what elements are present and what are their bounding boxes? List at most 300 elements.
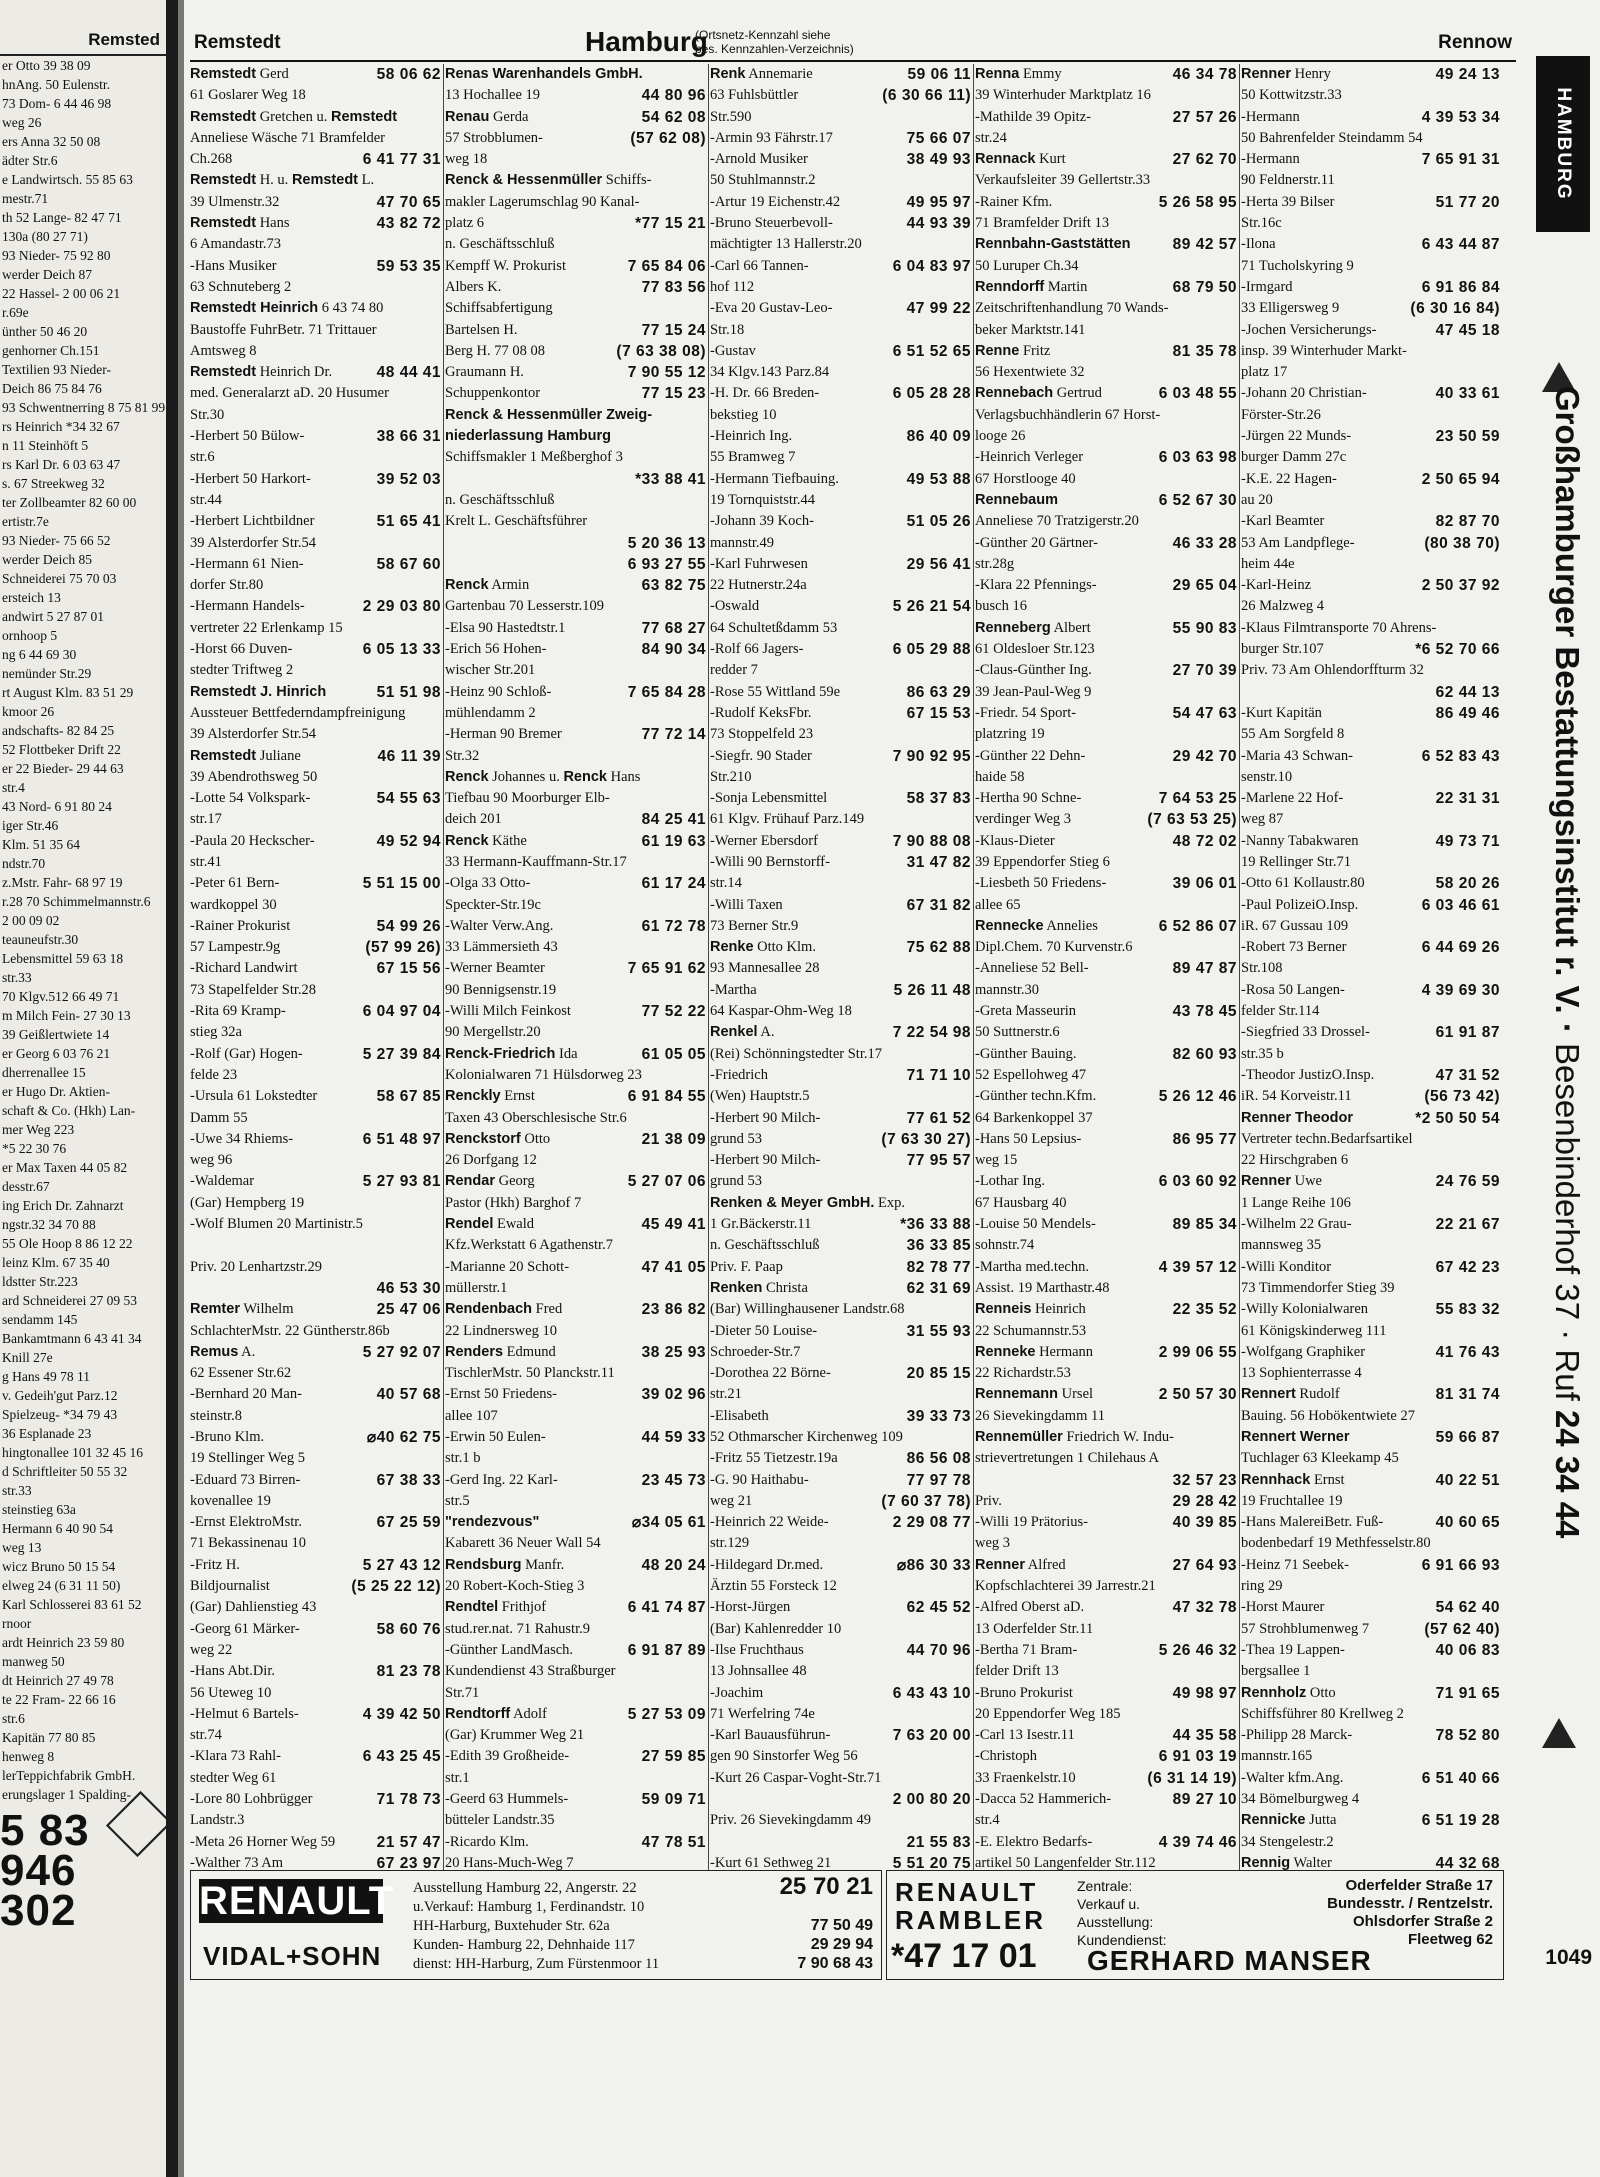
phone-number: 7 65 91 62	[627, 960, 706, 978]
listing-line	[975, 1342, 1239, 1363]
phone-number: 55 83 32	[1435, 1301, 1500, 1319]
listing-line	[1241, 575, 1502, 596]
listing-entry-text: mannstr.49	[710, 534, 775, 551]
listing-entry-text: SchlachterMstr. 22 Güntherstr.86b	[190, 1322, 390, 1339]
phone-number: 67 15 53	[906, 704, 971, 722]
phone-number: 54 99 26	[376, 917, 441, 935]
listing-line	[445, 533, 708, 554]
listing-line	[1241, 1746, 1502, 1767]
listing-line	[445, 1619, 708, 1640]
listing-line	[1241, 341, 1502, 362]
listing-entry-text: -Kurt 26 Caspar-Voght-Str.71	[710, 1769, 882, 1786]
phone-number: 4 39 42 50	[362, 1705, 441, 1723]
listing-line	[445, 277, 708, 298]
listing-entry-text: -Wolf Blumen 20 Martinistr.5	[190, 1216, 363, 1233]
listing-entry-text: -Herbert 90 Milch-	[710, 1152, 821, 1169]
listing-line	[710, 554, 973, 575]
phone-number: 2 50 65 94	[1421, 470, 1500, 488]
dealer-location-value: Bundesstr. / Rentzelstr.	[1327, 1895, 1493, 1912]
facing-page-line: 52 Flottbeker Drift 22	[2, 742, 121, 757]
listing-line	[190, 1086, 443, 1107]
listing-line	[710, 1576, 973, 1597]
listing-line	[710, 1619, 973, 1640]
header-last-entry: Rennow	[1438, 32, 1512, 53]
facing-page-line: werder Deich 85	[2, 552, 92, 567]
listing-entry-text: str.1	[445, 1769, 470, 1786]
listing-entry-text: 34 Stengelestr.2	[1241, 1833, 1334, 1850]
listing-line	[975, 724, 1239, 745]
listing-line	[710, 724, 973, 745]
phone-number: 47 32 78	[1172, 1599, 1237, 1617]
dealer-name: VIDAL+SOHN	[203, 1941, 382, 1971]
phone-number: *36 33 88	[900, 1216, 971, 1234]
listing-entry-text: Taxen 43 Oberschlesische Str.6	[445, 1109, 627, 1126]
dealer-phone: 7 90 68 43	[797, 1955, 873, 1972]
listing-line	[1241, 1299, 1502, 1320]
advert-phone: 24 34 44	[1549, 1409, 1586, 1539]
phone-number: 81 31 74	[1435, 1386, 1500, 1404]
phone-number: 5 26 58 95	[1158, 193, 1237, 211]
listing-line	[445, 1725, 708, 1746]
listing-entry-text: felder Str.114	[1241, 1003, 1320, 1020]
listing-line	[190, 1512, 443, 1533]
phone-number: 46 34 78	[1172, 66, 1237, 83]
listing-line	[710, 362, 973, 383]
listing-entry-text: 20 Hans-Much-Weg 7	[445, 1854, 574, 1870]
listing-line	[190, 234, 443, 255]
listing-line	[445, 383, 708, 404]
listing-entry-text: -Klara 22 Pfennings-	[975, 577, 1097, 594]
listing-line	[445, 1512, 708, 1533]
phone-number: (7 63 30 27)	[881, 1130, 971, 1148]
listing-line	[975, 1171, 1239, 1192]
listing-entry-text: (Bar) Willinghausener Landstr.68	[710, 1301, 905, 1318]
listing-line	[1241, 149, 1502, 170]
listing-line	[190, 1640, 443, 1661]
phone-number: 62 31 69	[906, 1279, 971, 1297]
listing-line	[445, 1321, 708, 1342]
listing-line	[710, 1235, 973, 1256]
listing-line	[975, 1533, 1239, 1554]
listing-entry-text: felder Drift 13	[975, 1663, 1059, 1680]
listing-line	[445, 831, 708, 852]
listing-entry-text: mächtigter 13 Hallerstr.20	[710, 236, 862, 253]
listing-entry-text: -Herbert 50 Harkort-	[190, 470, 311, 487]
phone-number: 49 73 71	[1435, 832, 1500, 850]
listing-entry-text: 26 Dorfgang 12	[445, 1152, 537, 1169]
phone-number: 6 03 48 55	[1158, 385, 1237, 403]
phone-number: 44 59 33	[641, 1429, 706, 1446]
phone-number: 5 27 53 09	[627, 1705, 706, 1723]
listing-line	[710, 256, 973, 277]
listing-entry-text: (Bar) Kahlenredder 10	[710, 1620, 842, 1637]
listing-line	[1241, 1661, 1502, 1682]
listing-entry-text: Rennhack Ernst	[1241, 1471, 1345, 1488]
listing-entry-text: 71 Bekassinenau 10	[190, 1535, 306, 1552]
listing-line	[1241, 746, 1502, 767]
listing-entry-text: -Günther techn.Kfm.	[975, 1088, 1097, 1105]
listing-line	[710, 170, 973, 191]
brand-rambler: RAMBLER	[895, 1905, 1046, 1935]
phone-number: 20 85 15	[906, 1365, 971, 1383]
phone-number: 6 93 27 55	[627, 555, 706, 573]
phone-number: (57 99 26)	[365, 939, 441, 957]
listing-line	[710, 980, 973, 1001]
listing-entry-text: -Jochen Versicherungs-	[1241, 321, 1377, 338]
listing-line	[1241, 1533, 1502, 1554]
listing-line	[975, 1725, 1239, 1746]
listing-line	[445, 1257, 708, 1278]
listing-entry-text: -Günther LandMasch.	[445, 1641, 574, 1658]
phone-number: 36 33 85	[906, 1237, 971, 1255]
listing-line	[975, 1214, 1239, 1235]
listing-line	[710, 149, 973, 170]
phone-number: 43 82 72	[376, 215, 441, 233]
facing-page-line: henweg 8	[2, 1749, 55, 1764]
listing-entry-text: 55 Am Sorgfeld 8	[1241, 726, 1345, 743]
phone-number: 86 95 77	[1172, 1130, 1237, 1148]
listing-entry-text: -Erich 56 Hohen-	[445, 641, 547, 658]
listing-entry-text: Schuppenkontor	[445, 385, 541, 402]
listing-entry-text: vertreter 22 Erlenkamp 15	[190, 619, 343, 636]
listing-entry-text: -Elisabeth	[710, 1407, 769, 1424]
listing-line	[1241, 1384, 1502, 1405]
listing-entry-text: -Günther 20 Gärtner-	[975, 534, 1098, 551]
listing-line	[190, 490, 443, 511]
phone-number: 7 90 55 12	[627, 364, 706, 382]
listing-line	[190, 682, 443, 703]
listing-entry-text: Renders Edmund	[445, 1343, 556, 1360]
listing-line	[975, 554, 1239, 575]
phone-number: 5 26 21 54	[892, 598, 971, 616]
listing-entry-text: Rennert Rudolf	[1241, 1386, 1340, 1403]
listing-entry-text: -Karl-Heinz	[1241, 577, 1312, 594]
phone-number: 47 31 52	[1435, 1066, 1500, 1084]
listing-line	[710, 1214, 973, 1235]
listing-line	[710, 1065, 973, 1086]
listing-entry-text: 13 Sophienterrasse 4	[1241, 1365, 1362, 1382]
listing-entry-text: 61 Klgv. Frühauf Parz.149	[710, 811, 865, 828]
advert-address: Besenbinderhof 37 ·	[1549, 1043, 1586, 1341]
listing-entry-text: Str.18	[710, 321, 745, 338]
listing-entry-text: str.6	[190, 449, 215, 466]
listing-entry-text: -Robert 73 Berner	[1241, 939, 1347, 956]
listing-entry-text: burger Str.107	[1241, 641, 1324, 658]
listing-entry-text: -Mathilde 39 Opitz-	[975, 108, 1091, 125]
facing-page-line: ädter Str.6	[2, 153, 58, 168]
listing-entry-text: Damm 55	[190, 1109, 248, 1126]
phone-number: 40 60 65	[1435, 1514, 1500, 1532]
listing-entry-text: Renck-Friedrich Ida	[445, 1045, 578, 1062]
listing-entry-text: str.41	[190, 853, 222, 870]
listing-entry-text: Renken & Meyer GmbH. Exp.	[710, 1194, 905, 1211]
listing-entry-text: Str.108	[1241, 960, 1283, 977]
listing-line	[445, 1704, 708, 1725]
listing-entry-text: Rennebach Gertrud	[975, 385, 1102, 402]
listing-line	[445, 1427, 708, 1448]
dealer-location-value: Oderfelder Straße 17	[1345, 1877, 1493, 1894]
listing-line	[1241, 85, 1502, 106]
listing-entry-text: Rennemüller Friedrich W. Indu-	[975, 1429, 1174, 1445]
listing-entry-text: gen 90 Sinstorfer Weg 56	[710, 1748, 858, 1765]
listing-entry-text: steinstr.8	[190, 1407, 242, 1424]
listing-entry-text: med. Generalarzt aD. 20 Husumer	[190, 385, 389, 402]
phone-number: 67 38 33	[376, 1471, 441, 1489]
facing-page-line: lerTeppichfabrik GmbH.	[2, 1768, 136, 1783]
listing-line	[710, 1129, 973, 1150]
phone-number: 61 05 05	[641, 1045, 706, 1063]
listing-entry-text: 62 Essener Str.62	[190, 1365, 292, 1382]
listing-entry-text: hof 112	[710, 278, 755, 295]
listing-line	[190, 1022, 443, 1043]
listing-line	[445, 1214, 708, 1235]
dealer-address-row	[413, 1873, 873, 1900]
listing-entry-text: Renneis Heinrich	[975, 1301, 1086, 1318]
phone-number: 51 77 20	[1435, 193, 1500, 211]
listing-line	[445, 1065, 708, 1086]
phone-number: 84 90 34	[641, 641, 706, 659]
listing-line	[190, 1746, 443, 1767]
phone-number: 4 39 57 12	[1158, 1258, 1237, 1276]
listing-line	[445, 1108, 708, 1129]
listing-line	[1241, 1171, 1502, 1192]
phone-number: 21 38 09	[641, 1130, 706, 1148]
listing-entry-text: -Arnold Musiker	[710, 151, 808, 168]
phone-number: 61 19 63	[641, 832, 706, 850]
listing-entry-text: 19 Rellinger Str.71	[1241, 853, 1351, 870]
phone-number: 61 72 78	[641, 917, 706, 935]
phone-number: 6 05 28 28	[892, 385, 971, 403]
listing-entry-text: -Günther Bauing.	[975, 1045, 1077, 1062]
phone-number: 6 91 66 93	[1421, 1556, 1500, 1574]
listing-entry-text: Berg H. 77 08 08	[445, 342, 546, 359]
listing-line	[975, 1108, 1239, 1129]
listing-entry-text: Priv. 73 Am Ohlendorffturm 32	[1241, 662, 1424, 679]
listing-line	[975, 1257, 1239, 1278]
facing-page-line: wicz Bruno 50 15 54	[2, 1559, 116, 1574]
phone-number: 2 99 06 55	[1158, 1343, 1237, 1361]
listing-entry-text: -Theodor JustizO.Insp.	[1241, 1066, 1375, 1083]
listing-line	[190, 1363, 443, 1384]
listing-entry-text: 33 Fraenkelstr.10	[975, 1769, 1076, 1786]
listing-entry-text: 61 Königskinderweg 111	[1241, 1322, 1387, 1339]
listing-entry-text: iR. 54 Korveistr.11	[1241, 1088, 1352, 1105]
listing-entry-text: 90 Feldnerstr.11	[1241, 172, 1335, 189]
phone-number: (7 63 53 25)	[1147, 811, 1237, 829]
listing-line	[1241, 660, 1502, 681]
listing-entry-text: -Bruno Klm.	[190, 1429, 265, 1445]
listing-entry-text: -Dacca 52 Hammerich-	[975, 1791, 1112, 1808]
listing-entry-text: -Nanny Tabakwaren	[1241, 832, 1359, 849]
listing-line	[190, 831, 443, 852]
listing-entry-text: Remstedt Gretchen u. Remstedt	[190, 108, 398, 125]
listing-line	[710, 1278, 973, 1299]
listing-line	[190, 575, 443, 596]
listing-entry-text: 90 Bennigsenstr.19	[445, 981, 557, 998]
city-tab	[1536, 56, 1590, 232]
phone-number: 77 52 22	[641, 1003, 706, 1021]
facing-page-line: Schneiderei 75 70 03	[2, 571, 117, 586]
phone-number: 54 55 63	[376, 790, 441, 808]
listing-line	[710, 1108, 973, 1129]
listing-entry-text: -Ernst 50 Friedens-	[445, 1386, 557, 1403]
listing-entry-text: Bauing. 56 Hobökentwiete 27	[1241, 1407, 1415, 1424]
facing-page-line: Hermann 6 40 90 54	[2, 1521, 113, 1536]
listing-entry-text: Renkel A.	[710, 1024, 775, 1041]
listing-line	[190, 341, 443, 362]
phone-number: 67 25 59	[376, 1514, 441, 1532]
listing-line	[190, 277, 443, 298]
phone-number: 6 04 83 97	[892, 257, 971, 275]
phone-number: 7 65 84 06	[627, 257, 706, 275]
phone-number: 58 20 26	[1435, 875, 1500, 893]
phone-number: 2 50 37 92	[1421, 577, 1500, 595]
listing-line	[190, 85, 443, 106]
dealer-location-values	[1327, 1877, 1493, 1949]
listing-entry-text: (Wen) Hauptstr.5	[710, 1088, 810, 1105]
listing-entry-text: Str.32	[445, 747, 480, 764]
listing-entry-text: artikel 50 Langenfelder Str.112	[975, 1854, 1156, 1870]
listing-line	[190, 895, 443, 916]
listing-entry-text: -Siegfr. 90 Stader	[710, 747, 812, 764]
listing-line	[710, 788, 973, 809]
listing-entry-text: str.24	[975, 129, 1007, 146]
listing-entry-text: 73 Timmendorfer Stieg 39	[1241, 1279, 1395, 1296]
listing-entry-text: -Richard Landwirt	[190, 960, 298, 977]
phone-number: 6 91 87 89	[627, 1641, 706, 1659]
phone-number: 51 05 26	[906, 513, 971, 531]
listing-line	[445, 341, 708, 362]
listing-line	[975, 1299, 1239, 1320]
listing-entry-text: -Werner Beamter	[445, 960, 545, 977]
listing-entry-text: Kfz.Werkstatt 6 Agathenstr.7	[445, 1237, 613, 1254]
listing-line	[445, 1022, 708, 1043]
listing-entry-text: 39 Alsterdorfer Str.54	[190, 534, 317, 551]
listing-entry-text: deich 201	[445, 811, 502, 828]
phone-number: 44 32 68	[1435, 1854, 1500, 1870]
listing-entry-text: -Hermann	[1241, 108, 1300, 125]
facing-page-line: rt August Klm. 83 51 29	[2, 685, 134, 700]
facing-page-line: er Hugo Dr. Aktien-	[2, 1084, 110, 1099]
facing-page-line: Knill 27e	[2, 1350, 53, 1365]
facing-page-line: ng 6 44 69 30	[2, 647, 77, 662]
listing-entry-text: -Meta 26 Horner Weg 59	[190, 1833, 336, 1850]
listing-entry-text: allee 107	[445, 1407, 498, 1424]
listing-line	[190, 170, 443, 191]
listing-entry-text: -Martha med.techn.	[975, 1258, 1089, 1275]
listing-line	[710, 873, 973, 894]
phone-number: 58 60 76	[376, 1620, 441, 1638]
listing-entry-text: -Hermann Tiefbauing.	[710, 470, 839, 487]
phone-number: 40 57 68	[376, 1386, 441, 1404]
listing-line	[975, 1129, 1239, 1150]
listing-line	[190, 1299, 443, 1320]
listing-entry-text: -Horst-Jürgen	[710, 1599, 791, 1616]
listing-line	[1241, 383, 1502, 404]
listing-entry-text: -Hans Abt.Dir.	[190, 1663, 275, 1680]
listing-entry-text: 50 Suttnerstr.6	[975, 1024, 1060, 1041]
listing-entry-text: TischlerMstr. 50 Planckstr.11	[445, 1365, 615, 1382]
listing-line	[710, 1384, 973, 1405]
listing-entry-text: -Marianne 20 Schott-	[445, 1258, 570, 1275]
dealer-name: GERHARD MANSER	[1087, 1945, 1372, 1976]
listing-entry-text: Rennbahn-Gaststätten	[975, 236, 1131, 253]
listing-entry-text: -Maria 43 Schwan-	[1241, 747, 1353, 764]
listing-line	[1241, 511, 1502, 532]
listing-line	[710, 916, 973, 937]
listing-line	[710, 1427, 973, 1448]
listing-entry-text: (Gar) Krummer Weg 21	[445, 1727, 585, 1744]
phone-number: 6 03 46 61	[1421, 896, 1500, 914]
facing-page-line: ndstr.70	[2, 856, 46, 871]
listing-line	[190, 1278, 443, 1299]
listing-entry-text: Renck Johannes u. Renck Hans	[445, 768, 641, 785]
listing-entry-text: Ch.268	[190, 151, 233, 168]
phone-number: 22 31 31	[1435, 790, 1500, 808]
dealer-address: Ausstellung Hamburg 22, Angerstr. 22	[413, 1880, 637, 1896]
phone-number: 48 72 02	[1172, 832, 1237, 850]
phone-number: 49 98 97	[1172, 1684, 1237, 1702]
listing-entry-text: -Paula 20 Heckscher-	[190, 832, 315, 849]
listing-line	[975, 1746, 1239, 1767]
listing-line	[1241, 1640, 1502, 1661]
phone-number: 5 26 12 46	[1158, 1088, 1237, 1106]
listing-line	[975, 1022, 1239, 1043]
listing-entry-text: stud.rer.nat. 71 Rahustr.9	[445, 1620, 590, 1637]
phone-number: 38 25 93	[641, 1343, 706, 1361]
phone-number: 7 65 91 31	[1421, 151, 1500, 169]
listing-entry-text: 1 Lange Reihe 106	[1241, 1194, 1351, 1211]
phone-number: *77 15 21	[635, 215, 706, 233]
listing-line	[1241, 1597, 1502, 1618]
listing-entry-text: niederlassung Hamburg	[445, 428, 611, 445]
listing-entry-text: -Elsa 90 Hastedtstr.1	[445, 619, 566, 636]
phone-number: 71 78 73	[376, 1791, 441, 1809]
listing-entry-text: 71 Tucholskyring 9	[1241, 257, 1354, 274]
listing-line	[1241, 1363, 1502, 1384]
listing-entry-text: 39 Jean-Paul-Weg 9	[975, 683, 1092, 700]
phone-number: (6 30 66 11)	[882, 87, 971, 105]
listing-line	[190, 703, 443, 724]
phone-number: 39 02 96	[641, 1386, 706, 1404]
listing-entry-text: Remstedt J. Hinrich	[190, 683, 327, 700]
listing-line	[190, 852, 443, 873]
phone-number: 46 11 39	[377, 747, 441, 765]
facing-page-line: e Landwirtsch. 55 85 63	[2, 172, 133, 187]
listing-entry-text: -Paul PolizeiO.Insp.	[1241, 896, 1359, 913]
listing-entry-text: 71 Bramfelder Drift 13	[975, 215, 1110, 232]
listing-entry-text: 34 Bömelburgweg 4	[1241, 1791, 1360, 1808]
phone-number: 29 42 70	[1172, 747, 1237, 765]
listing-entry-text: 13 Hochallee 19	[445, 87, 541, 104]
listing-line	[190, 1384, 443, 1405]
listing-entry-text: str.17	[190, 811, 222, 828]
listing-line	[445, 1086, 708, 1107]
phone-number: 6 51 19 28	[1421, 1812, 1500, 1830]
listing-entry-text: Dipl.Chem. 70 Kurvenstr.6	[975, 939, 1133, 956]
phone-number: 46 53 30	[376, 1279, 441, 1297]
listing-entry-text: 20 Robert-Koch-Stieg 3	[445, 1578, 585, 1595]
listing-entry-text: ring 29	[1241, 1578, 1283, 1595]
listing-line	[710, 1640, 973, 1661]
listing-entry-text: mannsweg 35	[1241, 1237, 1322, 1254]
listing-line	[975, 1427, 1239, 1448]
listing-line	[710, 1150, 973, 1171]
listing-line	[445, 1810, 708, 1831]
listing-line	[445, 1470, 708, 1491]
listing-line	[975, 788, 1239, 809]
facing-page-line: ertistr.7e	[2, 514, 49, 529]
